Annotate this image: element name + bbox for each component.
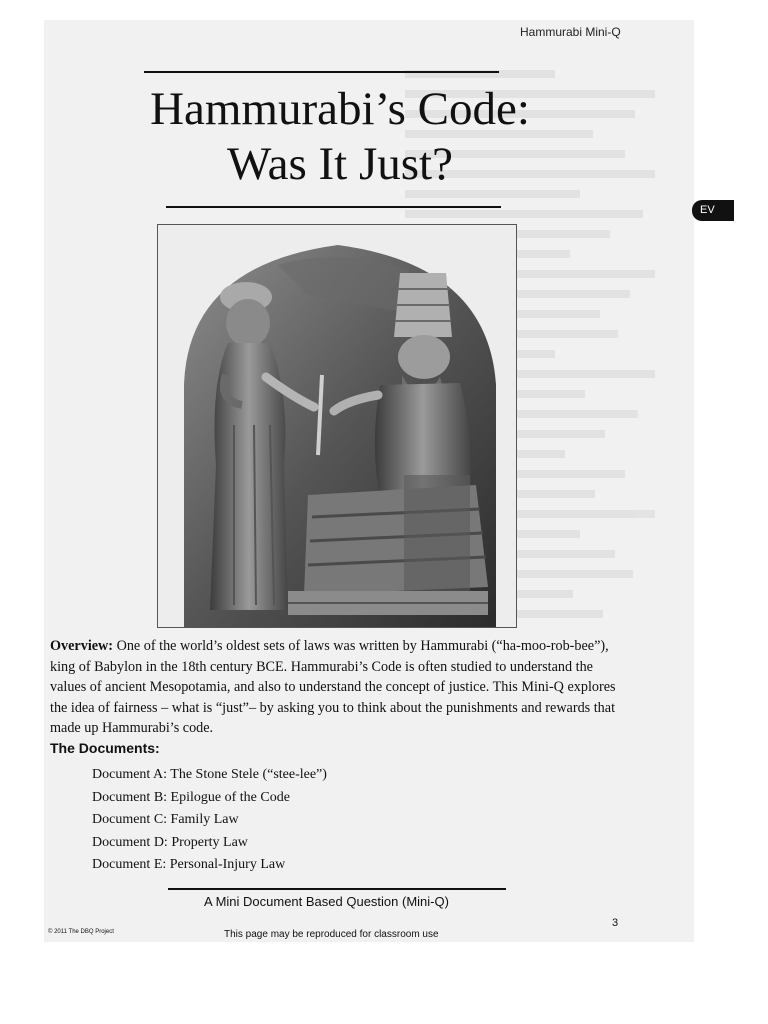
mini-q-subtitle: A Mini Document Based Question (Mini-Q) xyxy=(204,894,449,909)
document-item: Document A: The Stone Stele (“stee-lee”) xyxy=(92,767,327,782)
section-tab-label: EV xyxy=(700,204,715,216)
overview-text: One of the world’s oldest sets of laws was written by Hammurabi (“ha-moo-rob-bee”), king of Babylon in the 18th century BCE. Hammurabi’s Code is often studied to understand the values of ancient Mesopotamia, and also to understand the concept of justice. This Mini-Q explores the idea of fairness – what is “just”– by asking you to think about the punishments and rewards that made up Hammurabi’s code. xyxy=(50,638,616,736)
documents-list xyxy=(92,764,327,877)
title-rule-bottom xyxy=(166,206,501,208)
overview-paragraph xyxy=(50,636,625,739)
title-rule-top xyxy=(144,71,499,73)
title-line-2: Was It Just? xyxy=(227,138,453,190)
document-item: Document C: Family Law xyxy=(92,812,239,827)
document-item: Document E: Personal-Injury Law xyxy=(92,857,286,872)
footer-rule xyxy=(168,888,506,890)
reproduce-notice: This page may be reproduced for classroom use xyxy=(224,929,439,940)
overview-label: Overview: xyxy=(50,638,114,654)
document-item: Document B: Epilogue of the Code xyxy=(92,789,290,805)
stele-photo xyxy=(157,224,517,628)
page-title xyxy=(84,82,596,192)
page-number: 3 xyxy=(612,917,619,929)
documents-heading: The Documents: xyxy=(50,740,160,756)
title-line-1: Hammurabi’s Code: xyxy=(150,83,530,135)
copyright-notice: © 2011 The DBQ Project xyxy=(48,929,114,935)
document-item: Document D: Property Law xyxy=(92,834,248,850)
document-page xyxy=(44,20,715,942)
section-tab-ev xyxy=(692,200,734,221)
running-head: Hammurabi Mini-Q xyxy=(520,25,621,39)
stele-relief-illustration xyxy=(158,225,516,627)
